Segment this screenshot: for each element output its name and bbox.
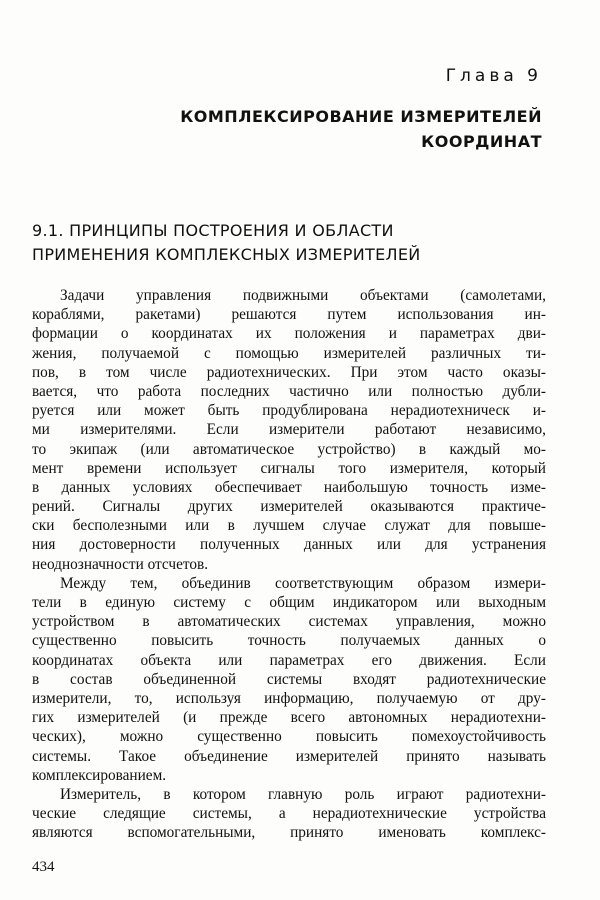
text-line: измерители, то, используя информацию, получаемую от дру- (32, 689, 546, 707)
chapter-title-line: КОМПЛЕКСИРОВАНИЕ ИЗМЕРИТЕЛЕЙ (180, 107, 542, 126)
text-line: комплексированием. (32, 766, 167, 784)
text-line: ски бесполезными или в лучшем случае служат для повыше- (32, 517, 546, 535)
text-line: ми измерителями. Если измерители работают независимо, (32, 421, 546, 439)
chapter-label: Глава 9 (445, 66, 542, 86)
text-line: системы. Такое объединение измерителей принято называть (32, 747, 546, 765)
section-title (32, 219, 552, 267)
text-line: существенно повысить точность получаемых данных о (32, 632, 546, 650)
section-title-line: ПРИМЕНЕНИЯ КОМПЛЕКСНЫХ ИЗМЕРИТЕЛЕЙ (32, 245, 421, 264)
chapter-title (82, 104, 542, 154)
text-line: ческих), можно существенно повысить помехоустойчивость (32, 728, 546, 746)
text-line: ческие следящие системы, а нерадиотехнические устройства (32, 805, 546, 823)
text-line: устройством в автоматических системах управления, можно (32, 613, 546, 631)
text-line: гих измерителей (и прежде всего автономных нерадиотехни- (32, 709, 546, 727)
text-line: являются вспомогательными, принято именовать комплекс- (32, 824, 546, 842)
text-line: рений. Сигналы других измерителей оказываются практиче- (32, 498, 546, 516)
body-text (32, 286, 546, 842)
text-line: координатах объекта или параметрах его движения. Если (32, 651, 546, 669)
text-line: формации о координатах их положения и параметрах дви- (32, 325, 546, 343)
chapter-title-line: КООРДИНАТ (421, 132, 542, 151)
text-line: Измеритель, в котором главную роль играют радиотехни- (60, 785, 546, 803)
text-line: неоднозначности отсчетов. (32, 555, 209, 573)
text-line: ния достоверности полученных данных или для устранения (32, 536, 546, 554)
text-line: в состав объединенной системы входят радиотехнические (32, 670, 546, 688)
text-line: тели в единую систему с общим индикатором или выходным (32, 594, 546, 611)
text-line: мент времени использует сигналы того измерителя, который (32, 459, 546, 477)
text-line: в данных условиях обеспечивает наибольшую точность изме- (32, 478, 546, 496)
text-line: Между тем, объединив соответствующим образом измери- (60, 574, 546, 592)
page-number: 434 (32, 859, 55, 875)
text-line: жения, получаемой с помощью измерителей различных ти- (32, 344, 546, 362)
text-line: пов, в том числе радиотехнических. При этом часто оказы- (32, 363, 546, 381)
text-line: вается, что работа последних частично или полностью дубли- (32, 382, 546, 400)
text-line: то экипаж (или автоматическое устройство) в каждый мо- (32, 440, 546, 458)
text-line: кораблями, ракетами) решаются путем использования ин- (32, 306, 546, 324)
section-title-line: 9.1. ПРИНЦИПЫ ПОСТРОЕНИЯ И ОБЛАСТИ (32, 221, 394, 240)
text-line: руется или может быть продублирована нерадиотехническ и- (32, 402, 546, 420)
text-line: Задачи управления подвижными объектами (самолетами, (60, 287, 546, 304)
